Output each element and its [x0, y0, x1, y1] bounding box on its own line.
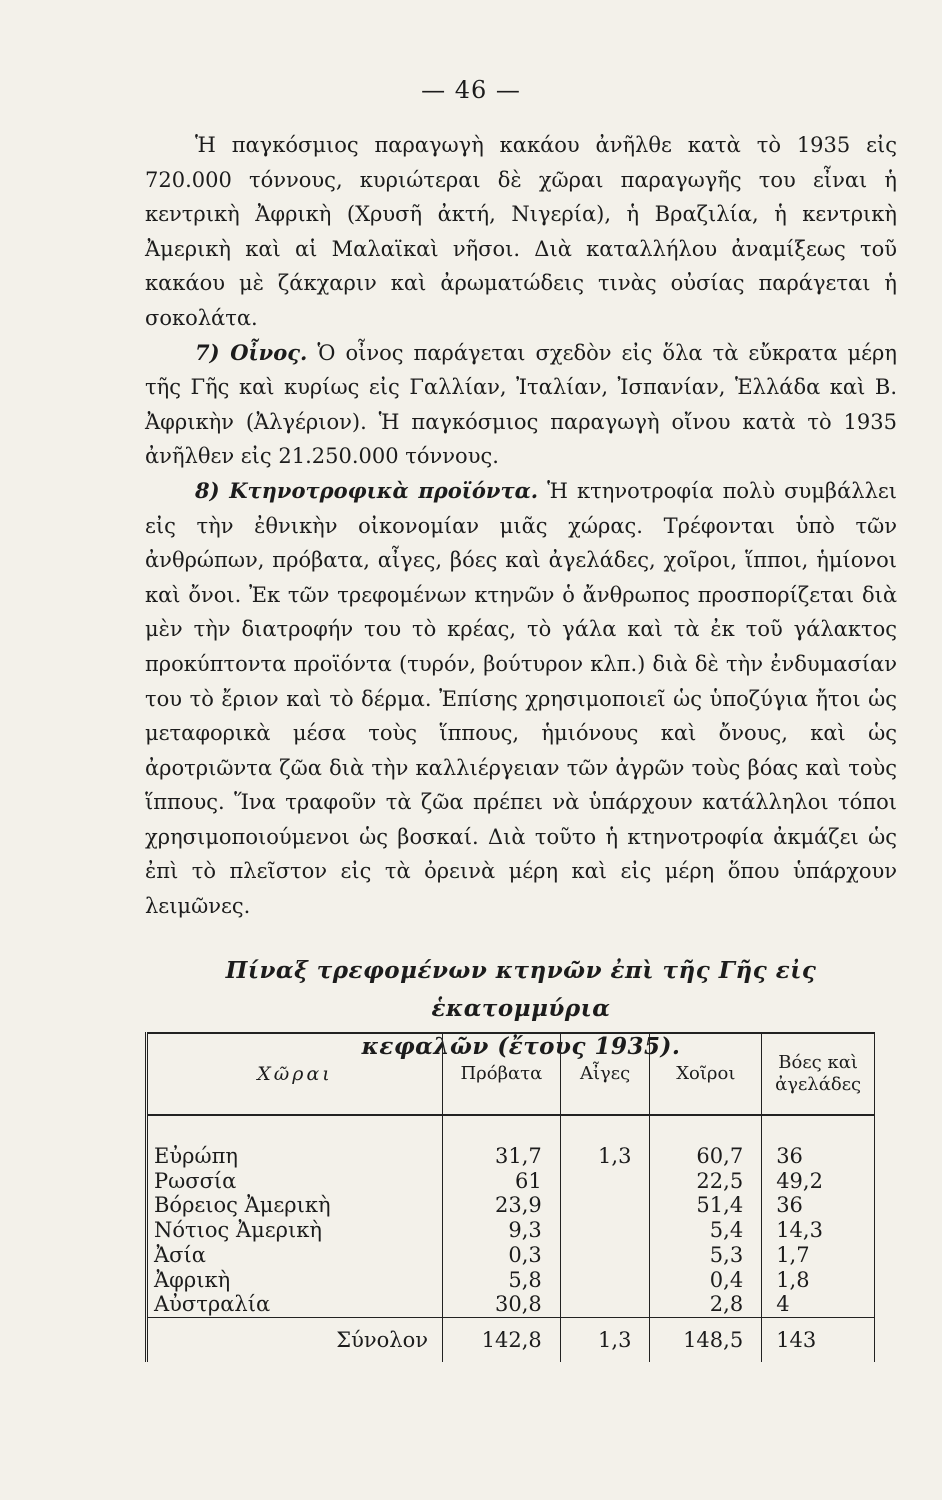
- cell-country: Ἀσία: [147, 1243, 443, 1268]
- table-row: [147, 1218, 875, 1243]
- header-cattle-line: ἀγελάδες: [775, 1074, 862, 1095]
- cell-country: Αὐστραλία: [147, 1292, 443, 1317]
- header-countries: Χῶραι: [147, 1033, 443, 1115]
- cell-cattle: 14,3: [762, 1218, 875, 1243]
- table-row: [147, 1268, 875, 1293]
- cell-goats: [560, 1292, 650, 1317]
- cell-cattle: 36: [762, 1193, 875, 1218]
- cell-pigs: 60,7: [650, 1115, 762, 1169]
- paragraph-heading: 7) Οἶνος.: [195, 339, 308, 365]
- table-row: [147, 1243, 875, 1268]
- table-header-row: [147, 1033, 875, 1115]
- cell-goats: [560, 1268, 650, 1293]
- paragraph-wine: [145, 336, 897, 474]
- cell-cattle: 49,2: [762, 1169, 875, 1194]
- paragraph-text: Ἡ παγκόσμιος παραγωγὴ κακάου ἀνῆλθε κατὰ τὸ 1935 εἰς 720.000 τόννους, κυριώτεραι δὲ χῶραι παραγωγῆς του εἶναι ἡ κεντρικὴ Ἀφρικὴ (Χρυσῆ ἀκτή, Νιγερία), ἡ Βραζιλία, ἡ κεντρικὴ Ἀμερικὴ καὶ αἱ Μαλαϊκαὶ νῆσοι. Διὰ καταλλήλου ἀναμίξεως τοῦ κακάου μὲ ζάκχαριν καὶ ἀρωματώδεις τινὰς οὐσίας παράγεται ἡ σοκολάτα.: [145, 133, 897, 330]
- livestock-table-wrapper: [145, 1032, 875, 1362]
- cell-country: Βόρειος Ἀμερικὴ: [147, 1193, 443, 1218]
- table-title-line: Πίναξ τρεφομένων κτηνῶν ἐπὶ τῆς Γῆς εἰς ἑκατομμύρια: [225, 957, 817, 1022]
- cell-goats: [560, 1169, 650, 1194]
- cell-pigs: 5,4: [650, 1218, 762, 1243]
- header-cattle-line: Βόες καὶ: [778, 1052, 858, 1073]
- paragraph-text: Ἡ κτηνοτροφία πολὺ συμβάλλει εἰς τὴν ἐθνικὴν οἰκονομίαν μιᾶς χώρας. Τρέφονται ὑπὸ τῶν ἀνθρώπων, πρόβατα, αἶγες, βόες καὶ ἀγελάδες, χοῖροι, ἵπποι, ἡμίονοι καὶ ὄνοι. Ἐκ τῶν τρεφομένων κτηνῶν ὁ ἄνθρωπος προσπορίζεται διὰ μὲν τὴν διατροφήν του τὸ κρέας, τὸ γάλα καὶ τὰ ἐκ τοῦ γάλακτος προκύπτοντα προϊόντα (τυρόν, βούτυρον κλπ.) διὰ δὲ τὴν ἐνδυμασίαν του τὸ ἔριον καὶ τὸ δέρμα. Ἐπίσης χρησιμοποιεῖ ὡς ὑποζύγια ἤτοι ὡς μεταφορικὰ μέσα τοὺς ἵππους, ἡμιόνους καὶ ὄνους, καὶ ὡς ἀροτριῶντα ζῶα διὰ τὴν καλλιέργειαν τῶν ἀγρῶν τοὺς βόας καὶ τοὺς ἵππους. Ἵνα τραφοῦν τὰ ζῶα πρέπει νὰ ὑπάρχουν κατάλληλοι τόποι χρησιμοποιούμενοι ὡς βοσκαί. Διὰ τοῦτο ἡ κτηνοτροφία ἀκμάζει ὡς ἐπὶ τὸ πλεῖστον εἰς τὰ ὀρεινὰ μέρη καὶ εἰς μέρη ὅπου ὑπάρχουν λειμῶνες.: [145, 478, 897, 919]
- cell-country: Ἀφρικὴ: [147, 1268, 443, 1293]
- cell-sheep: 61: [443, 1169, 561, 1194]
- table-total-row: [147, 1317, 875, 1362]
- cell-sheep: 31,7: [443, 1115, 561, 1169]
- cell-sheep: 23,9: [443, 1193, 561, 1218]
- cell-cattle: 1,8: [762, 1268, 875, 1293]
- cell-total-goats: 1,3: [560, 1317, 650, 1362]
- table-row: [147, 1292, 875, 1317]
- paragraph-livestock: [145, 474, 897, 924]
- cell-pigs: 51,4: [650, 1193, 762, 1218]
- header-cattle: [762, 1033, 875, 1115]
- cell-sheep: 9,3: [443, 1218, 561, 1243]
- cell-country: Ρωσσία: [147, 1169, 443, 1194]
- table-row: [147, 1193, 875, 1218]
- table-row: [147, 1115, 875, 1169]
- body-text: [145, 128, 897, 924]
- paragraph-text: Ὁ οἶνος παράγεται σχεδὸν εἰς ὅλα τὰ εὔκρατα μέρη τῆς Γῆς καὶ κυρίως εἰς Γαλλίαν, Ἰταλίαν, Ἰσπανίαν, Ἑλλάδα καὶ Β. Ἀφρικὴν (Ἀλγέριον). Ἡ παγκόσμιος παραγωγὴ οἴνου κατὰ τὸ 1935 ἀνῆλθεν εἰς 21.250.000 τόννους.: [145, 340, 897, 469]
- cell-cattle: 1,7: [762, 1243, 875, 1268]
- cell-goats: [560, 1218, 650, 1243]
- cell-pigs: 0,4: [650, 1268, 762, 1293]
- cell-sheep: 5,8: [443, 1268, 561, 1293]
- cell-cattle: 36: [762, 1115, 875, 1169]
- page-number: — 46 —: [421, 76, 521, 104]
- cell-country: Νότιος Ἀμερικὴ: [147, 1218, 443, 1243]
- cell-pigs: 22,5: [650, 1169, 762, 1194]
- header-pigs: Χοῖροι: [650, 1033, 762, 1115]
- cell-pigs: 2,8: [650, 1292, 762, 1317]
- table-title-line: κεφαλῶν (ἔτους 1935).: [361, 1033, 681, 1060]
- cell-sheep: 0,3: [443, 1243, 561, 1268]
- livestock-table: [145, 1032, 875, 1362]
- cell-country: Εὐρώπη: [147, 1115, 443, 1169]
- cell-goats: [560, 1243, 650, 1268]
- cell-pigs: 5,3: [650, 1243, 762, 1268]
- cell-goats: 1,3: [560, 1115, 650, 1169]
- paragraph-cocoa: [145, 128, 897, 336]
- cell-total-cattle: 143: [762, 1317, 875, 1362]
- cell-total-sheep: 142,8: [443, 1317, 561, 1362]
- cell-goats: [560, 1193, 650, 1218]
- header-sheep: Πρόβατα: [443, 1033, 561, 1115]
- paragraph-heading: 8) Κτηνοτροφικὰ προϊόντα.: [195, 477, 539, 503]
- cell-total-label: Σύνολον: [147, 1317, 443, 1362]
- header-goats: Αἶγες: [560, 1033, 650, 1115]
- cell-sheep: 30,8: [443, 1292, 561, 1317]
- cell-cattle: 4: [762, 1292, 875, 1317]
- cell-total-pigs: 148,5: [650, 1317, 762, 1362]
- table-row: [147, 1169, 875, 1194]
